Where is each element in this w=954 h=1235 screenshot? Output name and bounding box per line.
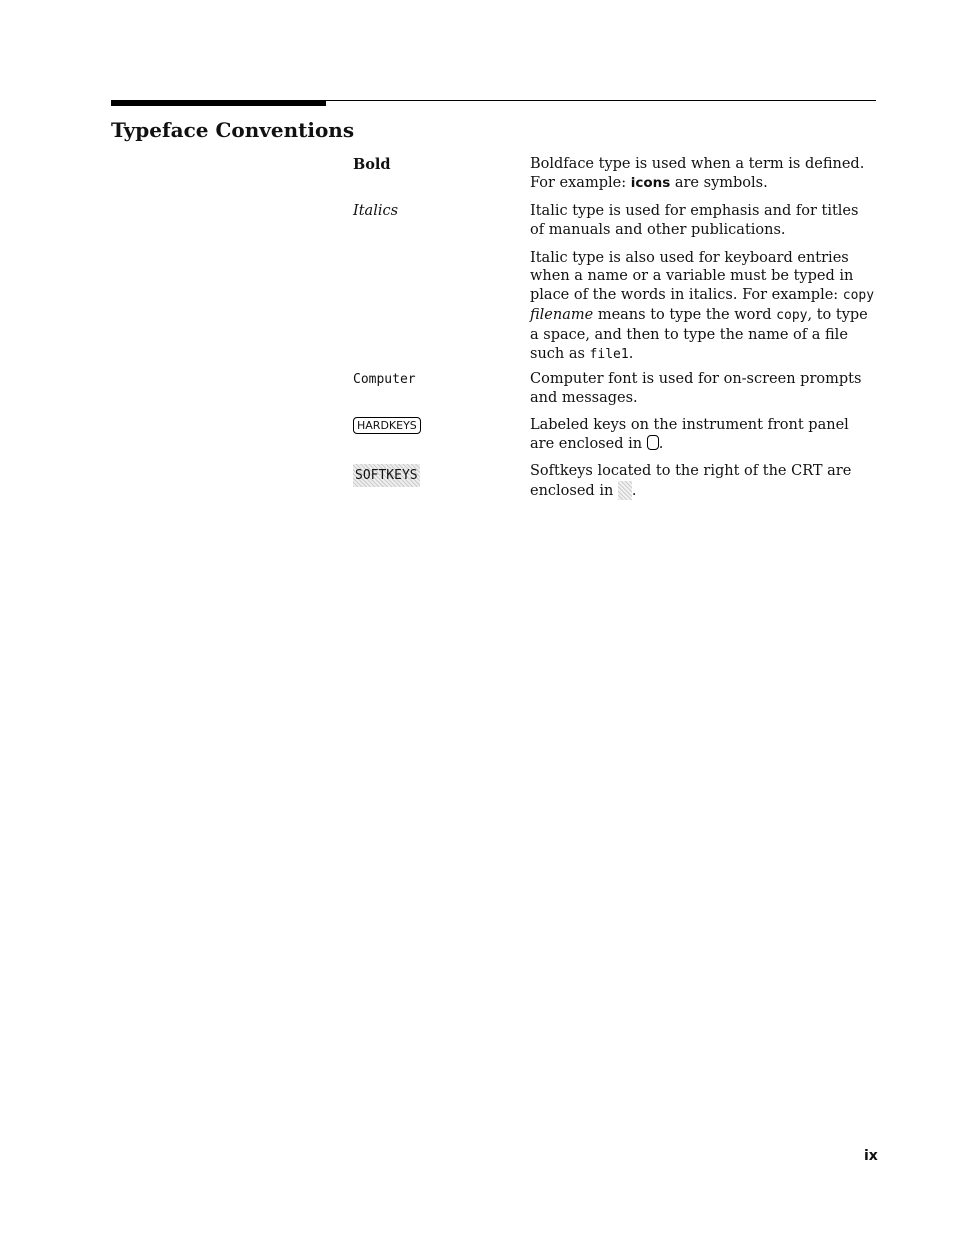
desc-italics-text-c: , to type a space, and then to type the name of a file such as	[530, 306, 868, 362]
hardkey-sample: HARDKEYS	[353, 417, 421, 434]
desc-italics-code-file: file1	[589, 346, 629, 362]
desc-italics-code-copy2: copy	[776, 307, 808, 323]
desc-hardkeys	[530, 416, 875, 454]
softkey-shade-icon	[618, 481, 632, 500]
hardkey-bracket-icon	[647, 435, 659, 450]
desc-bold-text-1: Boldface type is used when a term is defined. For example:	[530, 156, 865, 191]
desc-bold-text-2: are symbols.	[670, 174, 768, 191]
desc-italics	[530, 202, 875, 364]
term-hardkeys	[353, 416, 421, 435]
term-computer: Computer	[353, 372, 416, 387]
desc-hardkeys-text-1: Labeled keys on the instrument front panel are enclosed in	[530, 417, 849, 452]
page-title: Typeface Conventions	[111, 118, 355, 142]
desc-italics-para2	[530, 249, 875, 365]
term-bold: Bold	[353, 156, 391, 173]
page-number: ix	[864, 1148, 878, 1164]
desc-italics-para1: Italic type is used for emphasis and for titles of manuals and other publications.	[530, 203, 859, 238]
desc-bold-example: icons	[630, 174, 671, 191]
desc-computer: Computer font is used for on-screen prompts and messages.	[530, 371, 862, 406]
softkey-sample: SOFTKEYS	[353, 464, 420, 487]
desc-italics-filename: filename	[530, 306, 594, 323]
desc-softkeys	[530, 462, 875, 501]
desc-italics-text-a: Italic type is also used for keyboard entries when a name or a variable must be typed in place of the words in italics. For example:	[530, 249, 854, 304]
term-softkeys	[353, 464, 420, 487]
desc-italics-text-d: .	[628, 345, 634, 362]
desc-hardkeys-text-2: .	[658, 435, 664, 452]
desc-italics-code-copy: copy	[842, 288, 875, 304]
header-rule-thick	[111, 100, 326, 106]
desc-softkeys-text-2: .	[631, 482, 637, 499]
desc-bold	[530, 155, 875, 193]
desc-italics-text-b: means to type the word	[593, 306, 777, 323]
term-italics: Italics	[353, 203, 399, 219]
desc-softkeys-text-1: Softkeys located to the right of the CRT are enclosed in	[530, 463, 852, 499]
